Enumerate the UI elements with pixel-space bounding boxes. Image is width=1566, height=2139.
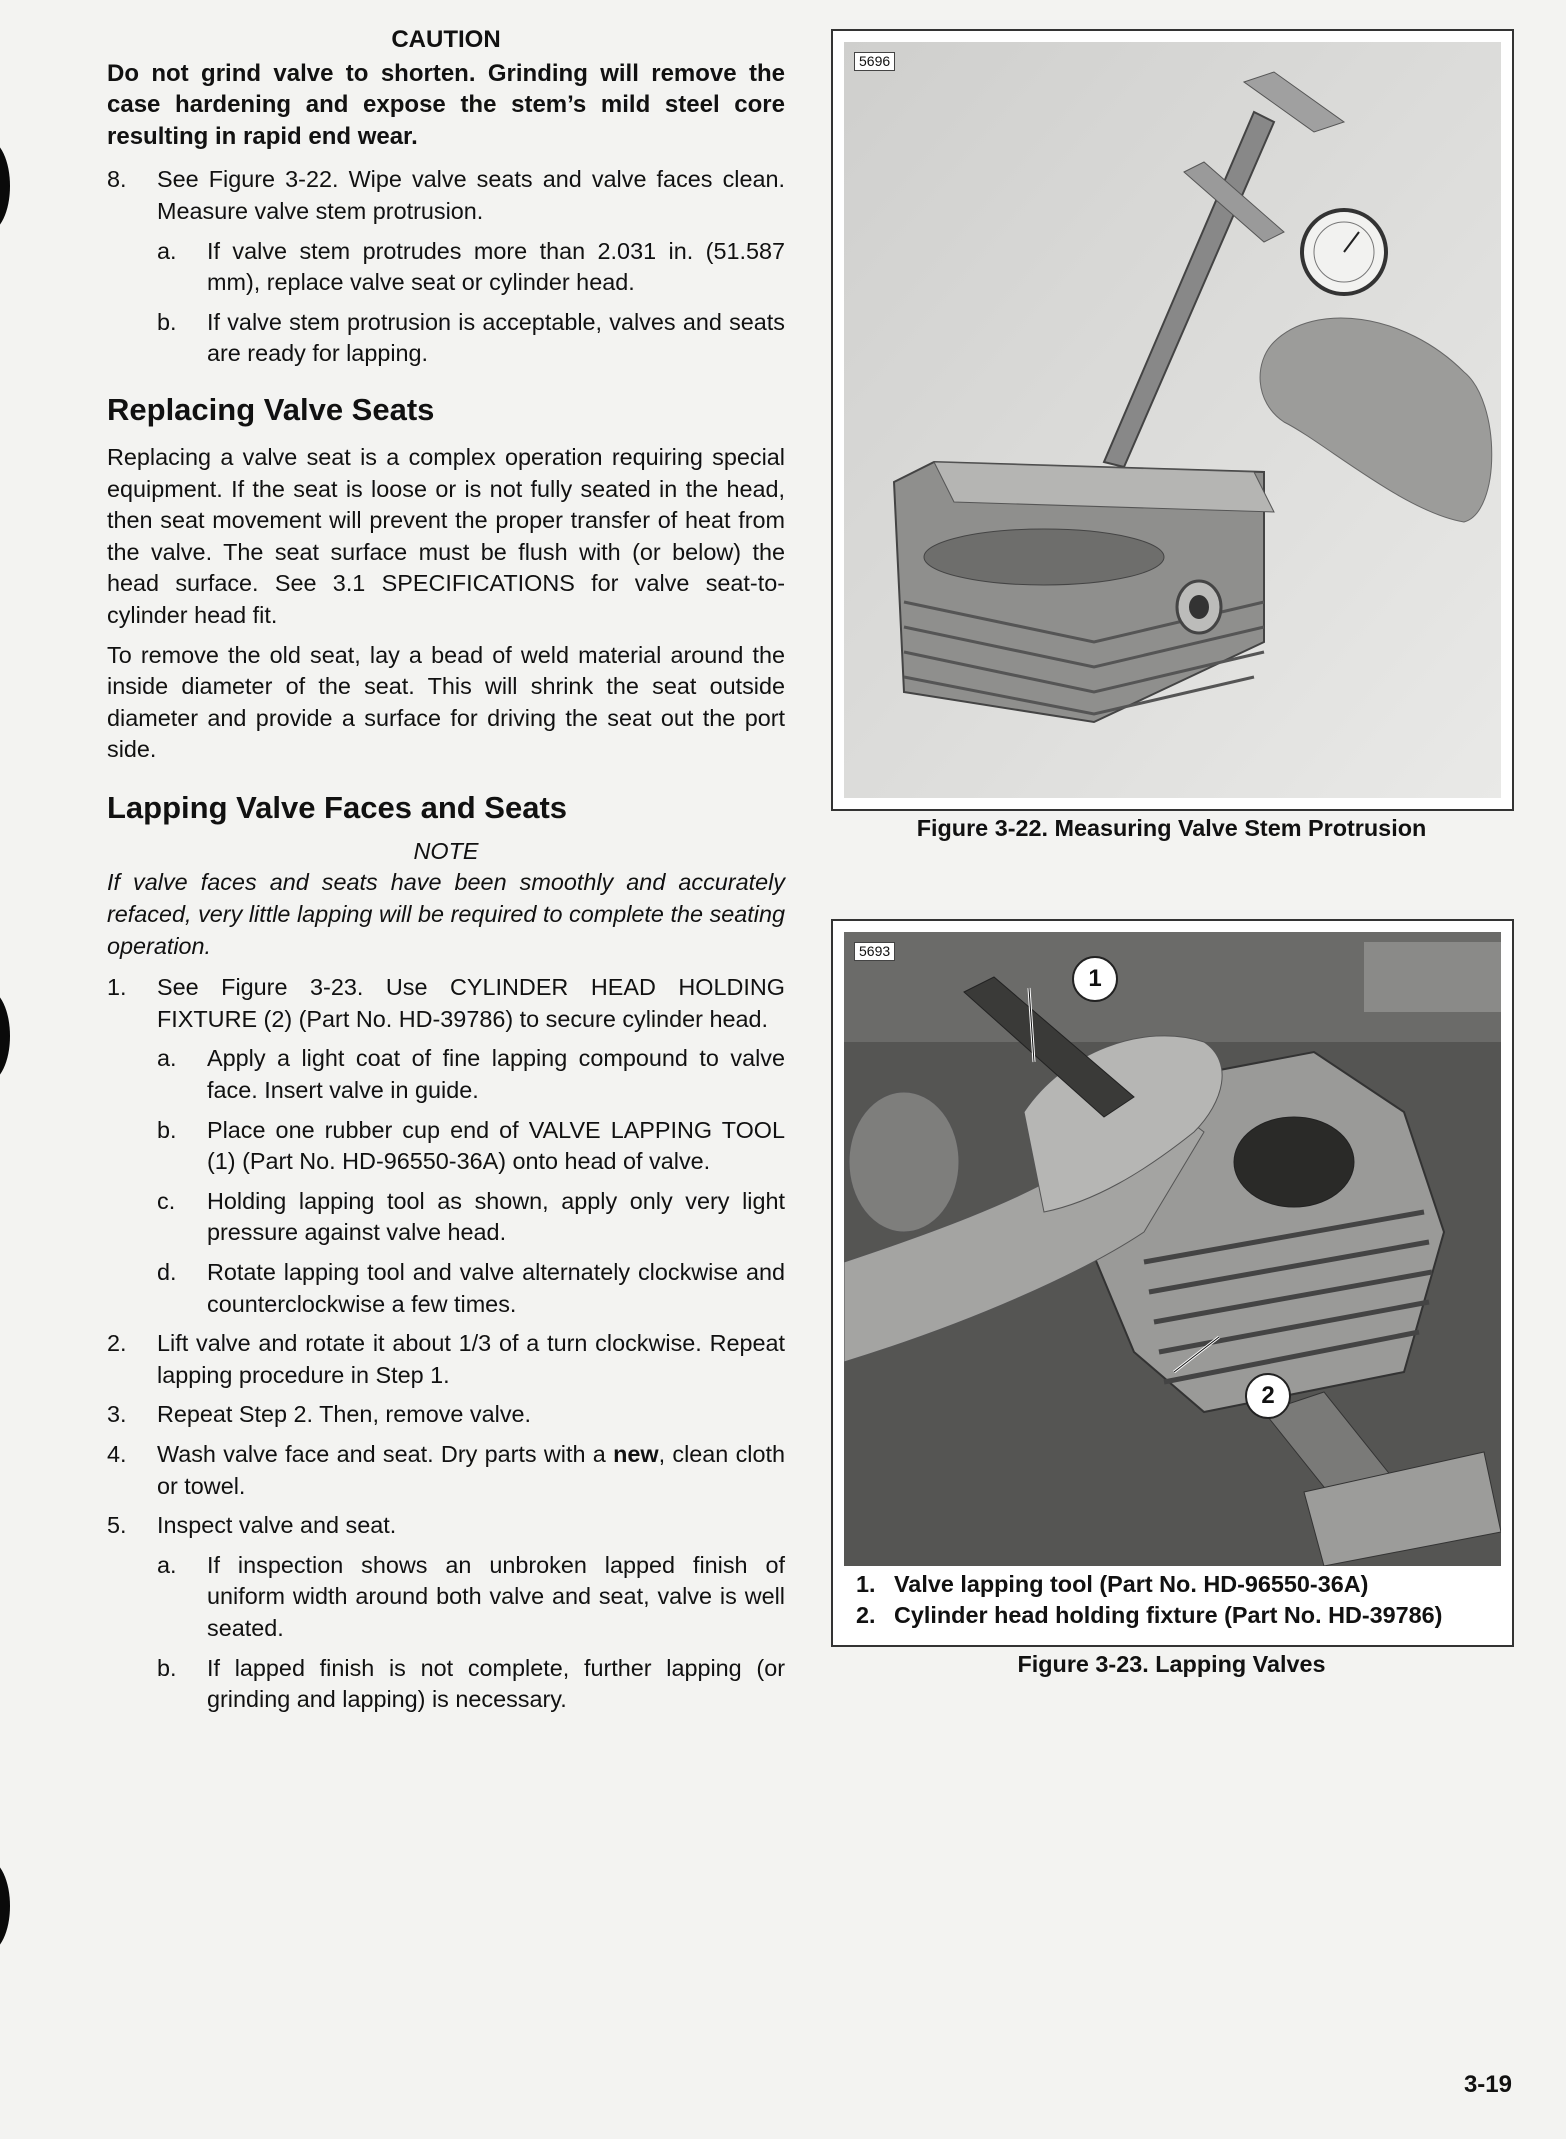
note-text: If valve faces and seats have been smoothly and accurately refaced, very little lapping will be required to complete the seating operation. [107,869,785,959]
figure-3-23-frame [831,919,1514,1647]
substep [107,307,785,370]
figure-id-label: 5696 [854,52,895,71]
substep [107,1115,785,1178]
step-number: 3. [107,1401,127,1428]
figure-legend [844,1569,1504,1631]
figure-3-22-caption: Figure 3-22. Measuring Valve Stem Protrusion [916,815,1427,841]
step-text: See Figure 3-23. Use CYLINDER HEAD HOLDING FIXTURE (2) (Part No. HD-39786) to secure cylinder head. [157,974,785,1032]
step-number: 2. [107,1330,127,1357]
step-text: Repeat Step 2. Then, remove valve. [157,1401,532,1428]
step-5 [107,1510,785,1542]
substep-letter: a. [157,1045,177,1072]
substep-letter: b. [157,1116,177,1143]
step-text-after: , clean cloth or towel. [157,1440,785,1499]
substep-letter: b. [157,308,177,335]
substep-letter: b. [157,1654,177,1681]
step-3 [107,1399,785,1431]
page-number: 3-19 [1463,2071,1512,2098]
legend-number: 2. [856,1602,876,1628]
substep-text: If valve stem protrudes more than 2.031 in. (51.587 mm), replace valve seat or cylinder head. [207,237,785,296]
step-text: Lift valve and rotate it about 1/3 of a turn clockwise. Repeat lapping procedure in Step 1. [157,1330,785,1388]
figure-3-23-caption: Figure 3-23. Lapping Valves [1017,1651,1326,1677]
paragraph: To remove the old seat, lay a bead of weld material around the inside diameter of the seat. This will shrink the seat outside diameter and provide a surface for driving the seat out the port side. [107,641,785,763]
step-2 [107,1328,785,1391]
step-8 [107,164,785,227]
step-text: Inspect valve and seat. [157,1512,397,1539]
step-text: See Figure 3-22. Wipe valve seats and valve faces clean. Measure valve stem protrusion. [157,166,785,224]
callout-2: 2 [1245,1373,1291,1419]
substep [107,1043,785,1106]
lapping-valves-photo [844,932,1501,1566]
substep-letter: c. [157,1187,176,1214]
caution-title: CAUTION [391,26,501,53]
legend-item [844,1569,1504,1600]
step-text-before: Wash valve face and seat. Dry parts with a [157,1440,614,1467]
legend-text: Cylinder head holding fixture (Part No. HD-39786) [894,1602,1443,1628]
figure-id-label: 5693 [854,942,895,961]
binder-hole [0,140,10,232]
figure-3-22-frame [831,29,1514,811]
caution-text: Do not grind valve to shorten. Grinding will remove the case hardening and expose the stem’s mild steel core resulting in rapid end wear. [107,59,785,150]
substep-text: If lapped finish is not complete, further lapping (or grinding and lapping) is necessary. [207,1654,785,1713]
substep-text: If valve stem protrusion is acceptable, valves and seats are ready for lapping. [207,308,785,367]
substep-text: Apply a light coat of fine lapping compound to valve face. Insert valve in guide. [207,1045,785,1104]
step-number: 4. [107,1440,127,1467]
legend-number: 1. [856,1571,876,1597]
substep [107,1257,785,1320]
note-title: NOTE [413,837,479,864]
step-number: 5. [107,1512,127,1539]
substep [107,1186,785,1249]
substep [107,236,785,299]
legend-item [844,1600,1504,1631]
substep-letter: a. [157,1551,177,1578]
binder-hole [0,1860,10,1952]
paragraph: Replacing a valve seat is a complex operation requiring special equipment. If the seat is loose or is not fully seated in the head, then seat movement will prevent the proper transfer of heat from the valve. The seat surface must be flush with (or below) the head surface. See 3.1 SPECIFICATIONS for valve seat-to-cylinder head fit. [107,443,785,628]
step-number: 8. [107,166,127,193]
substep-text: Rotate lapping tool and valve alternately clockwise and counterclockwise a few times. [207,1259,785,1317]
substep-text: If inspection shows an unbroken lapped finish of uniform width around both valve and seat, valve is well seated. [207,1551,785,1641]
callout-1: 1 [1072,956,1118,1002]
emphasis-new: new [613,1440,659,1467]
legend-text: Valve lapping tool (Part No. HD-96550-36A) [894,1571,1369,1597]
step-1 [107,972,785,1035]
substep-text: Holding lapping tool as shown, apply only very light pressure against valve head. [207,1187,785,1246]
step-number: 1. [107,974,127,1001]
substep-letter: d. [157,1259,177,1285]
section-heading: Replacing Valve Seats [107,391,435,427]
substep [107,1653,785,1716]
left-column [107,24,785,1724]
valve-stem-measurement-photo [844,42,1501,798]
substep-letter: a. [157,237,177,264]
section-heading: Lapping Valve Faces and Seats [107,789,568,825]
substep [107,1550,785,1645]
step-4 [107,1439,785,1502]
substep-text: Place one rubber cup end of VALVE LAPPING TOOL (1) (Part No. HD-96550-36A) onto head of valve. [207,1116,785,1175]
binder-hole [0,990,10,1082]
